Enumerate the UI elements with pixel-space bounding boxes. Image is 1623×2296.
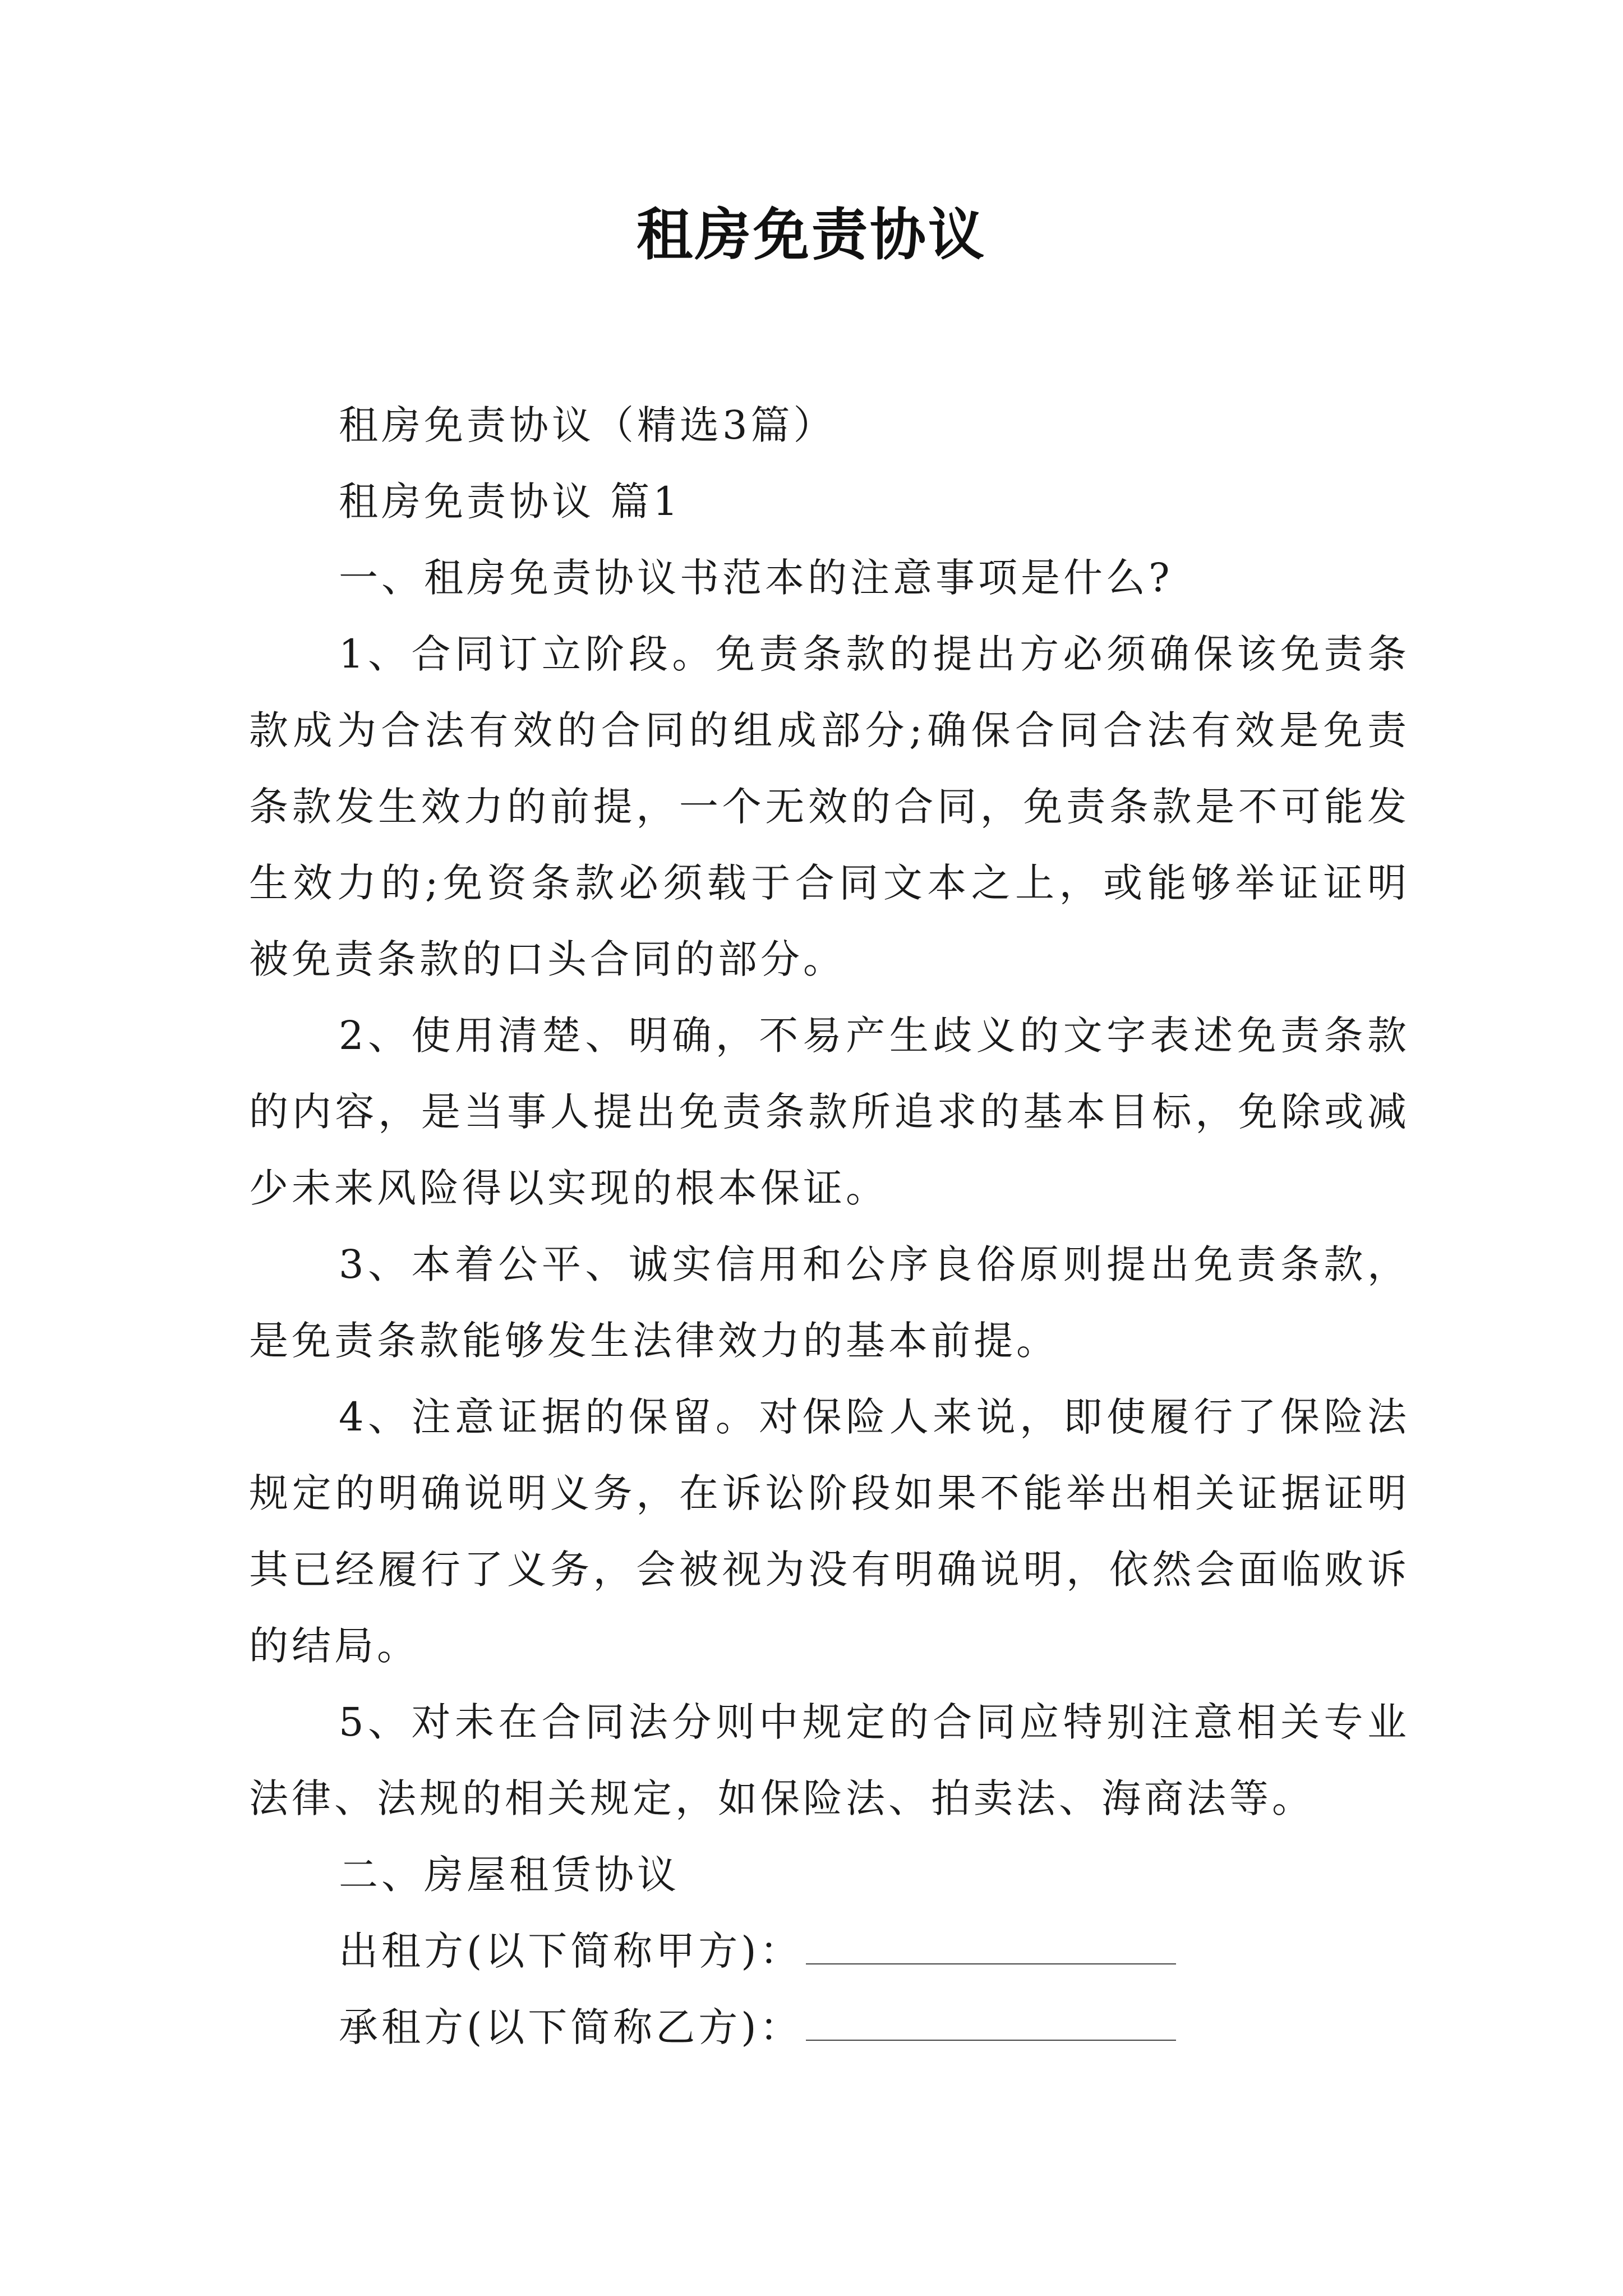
field-lessee-label: 承租方(以下简称乙方)：: [339, 2004, 803, 2050]
paragraph-item-2: 2、使用清楚、明确，不易产生歧义的文字表述免责条款的内容，是当事人提出免责条款所追求的基本目标，免除或减少未来风险得以实现的根本保证。: [249, 1013, 1410, 1211]
paragraph-subtitle: 租房免责协议（精选3篇）: [339, 402, 836, 448]
paragraph-item-4: 4、注意证据的保留。对保险人来说，即使履行了保险法规定的明确说明义务，在诉讼阶段如果不能举出相关证据证明其已经履行了义务，会被视为没有明确说明，依然会面临败诉的结局。: [249, 1394, 1410, 1669]
field-lessee-blank-line: [806, 2037, 1176, 2041]
paragraph-part-heading: 租房免责协议 篇1: [339, 478, 681, 524]
field-lessor-blank-line: [806, 1961, 1176, 1964]
paragraph-item-3: 3、本着公平、诚实信用和公序良俗原则提出免责条款，是免责条款能够发生法律效力的基本前提。: [249, 1241, 1410, 1364]
field-lessee: [249, 1989, 1410, 2065]
paragraph-item-5: 5、对未在合同法分则中规定的合同应特别注意相关专业法律、法规的相关规定，如保险法、拍卖法、海商法等。: [249, 1699, 1410, 1821]
paragraph-item-1: 1、合同订立阶段。免责条款的提出方必须确保该免责条款成为合法有效的合同的组成部分;确保合同合法有效是免责条款发生效力的前提，一个无效的合同，免责条款是不可能发生效力的;免资条款必须载于合同文本之上，或能够举证证明被免责条款的口头合同的部分。: [249, 631, 1410, 982]
document-body: [249, 387, 1410, 2065]
document-title: 租房免责协议: [637, 201, 986, 268]
field-lessor: [249, 1913, 1410, 1989]
paragraph-section-heading-1: 一、租房免责协议书范本的注意事项是什么?: [339, 555, 1173, 601]
paragraph-section-heading-2: 二、房屋租赁协议: [339, 1852, 680, 1898]
field-lessor-label: 出租方(以下简称甲方)：: [339, 1928, 803, 1974]
